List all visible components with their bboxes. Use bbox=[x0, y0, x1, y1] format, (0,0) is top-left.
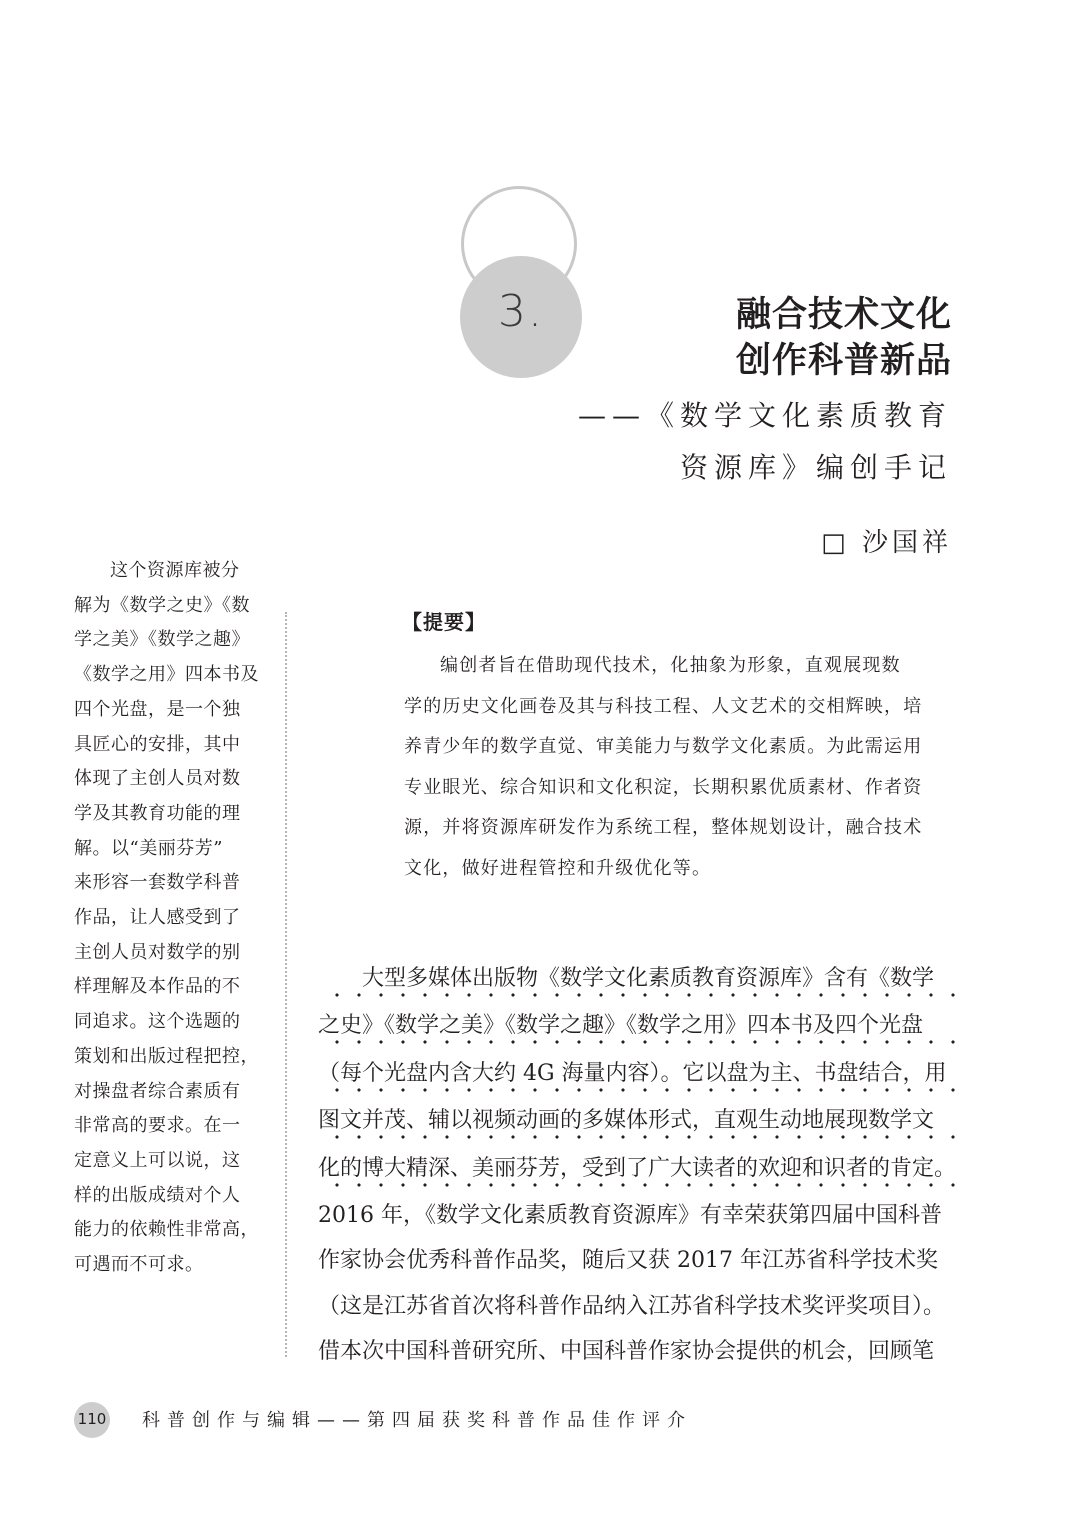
margin-note-line: 可遇而不可求。 bbox=[74, 1254, 204, 1276]
body-line: 2016 年，《数学文化素质教育资源库》有幸荣获第四届中国科普 bbox=[318, 1203, 942, 1229]
margin-note-line: 来形容一套数学科普 bbox=[74, 872, 241, 894]
article-title-line-1: 融合技术文化 bbox=[735, 295, 952, 335]
body-line: （这是江苏省首次将科普作品纳入江苏省科学技术奖评奖项目）。 bbox=[318, 1293, 946, 1319]
page-number: 110 bbox=[77, 1410, 107, 1428]
running-footer: 科普创作与编辑——第四届获奖科普作品佳作评介 bbox=[142, 1410, 692, 1431]
abstract-heading: 【提要】 bbox=[402, 610, 486, 634]
margin-note-line: 解。以“美丽芬芳” bbox=[74, 837, 223, 859]
margin-note-line: 主创人员对数学的别 bbox=[74, 941, 241, 963]
article-title-line-2: 创作科普新品 bbox=[735, 341, 952, 381]
body-line: 大型多媒体出版物《数学文化素质教育资源库》含有《数学 bbox=[318, 956, 958, 1003]
margin-note-line: 样理解及本作品的不 bbox=[74, 976, 241, 998]
margin-note-line: 《数学之用》四本书及 bbox=[74, 664, 259, 686]
abstract-body bbox=[404, 646, 956, 889]
author-byline: □ 沙国祥 bbox=[821, 528, 952, 558]
margin-note-line: 非常高的要求。在一 bbox=[74, 1115, 241, 1137]
margin-note-line: 学及其教育功能的理 bbox=[74, 802, 241, 824]
margin-note-line: 作品，让人感受到了 bbox=[74, 907, 241, 929]
body-line: 借本次中国科普研究所、中国科普作家协会提供的机会，回顾笔 bbox=[318, 1339, 935, 1365]
margin-note-line: 这个资源库被分 bbox=[110, 560, 240, 581]
abstract-line: 编创者旨在借助现代技术，化抽象为形象，直观展现数 bbox=[440, 655, 901, 676]
margin-note-line: 解为《数学之史》《数 bbox=[74, 594, 250, 616]
body-line: 作家协会优秀科普作品奖，随后又获 2017 年江苏省科学技术奖 bbox=[318, 1248, 938, 1274]
body-line: 化的博大精深、美丽芬芳，受到了广大读者的欢迎和识者的肯定。 bbox=[318, 1146, 958, 1193]
title-block bbox=[578, 292, 952, 494]
abstract-line: 专业眼光、综合知识和文化积淀，长期积累优质素材、作者资 bbox=[404, 776, 923, 798]
column-divider bbox=[285, 612, 287, 1357]
margin-note-line: 样的出版成绩对个人 bbox=[74, 1184, 241, 1206]
margin-note-line: 定意义上可以说，这 bbox=[74, 1149, 241, 1171]
body-line: 图文并茂、辅以视频动画的多媒体形式，直观生动地展现数学文 bbox=[318, 1098, 958, 1145]
body-text bbox=[318, 956, 958, 1375]
margin-note-line: 学之美》《数学之趣》 bbox=[74, 629, 250, 651]
article-subtitle-line-2: 资源库》编创手记 bbox=[679, 451, 952, 484]
margin-note-line: 四个光盘，是一个独 bbox=[74, 698, 241, 720]
margin-note bbox=[74, 554, 259, 1283]
chapter-number: 3. bbox=[498, 286, 544, 337]
margin-note-line: 具匠心的安排，其中 bbox=[74, 733, 241, 755]
margin-note-line: 体现了主创人员对数 bbox=[74, 768, 241, 790]
margin-note-line: 同追求。这个选题的 bbox=[74, 1011, 241, 1033]
abstract-line: 文化，做好进程管控和升级优化等。 bbox=[404, 857, 712, 879]
abstract-line: 学的历史文化画卷及其与科技工程、人文艺术的交相辉映，培 bbox=[404, 695, 923, 717]
margin-note-line: 能力的依赖性非常高， bbox=[74, 1219, 259, 1241]
article-subtitle-line-1: ——《数学文化素质教育 bbox=[577, 399, 952, 432]
body-line: 之史》《数学之美》《数学之趣》《数学之用》四本书及四个光盘 bbox=[318, 1003, 958, 1050]
margin-note-line: 对操盘者综合素质有 bbox=[74, 1080, 241, 1102]
margin-note-line: 策划和出版过程把控， bbox=[74, 1045, 259, 1067]
body-line: （每个光盘内含大约 4G 海量内容）。它以盘为主、书盘结合，用 bbox=[318, 1051, 958, 1098]
abstract-line: 养青少年的数学直觉、审美能力与数学文化素质。为此需运用 bbox=[404, 736, 923, 757]
abstract-line: 源，并将资源库研发作为系统工程，整体规划设计，融合技术 bbox=[404, 817, 923, 838]
